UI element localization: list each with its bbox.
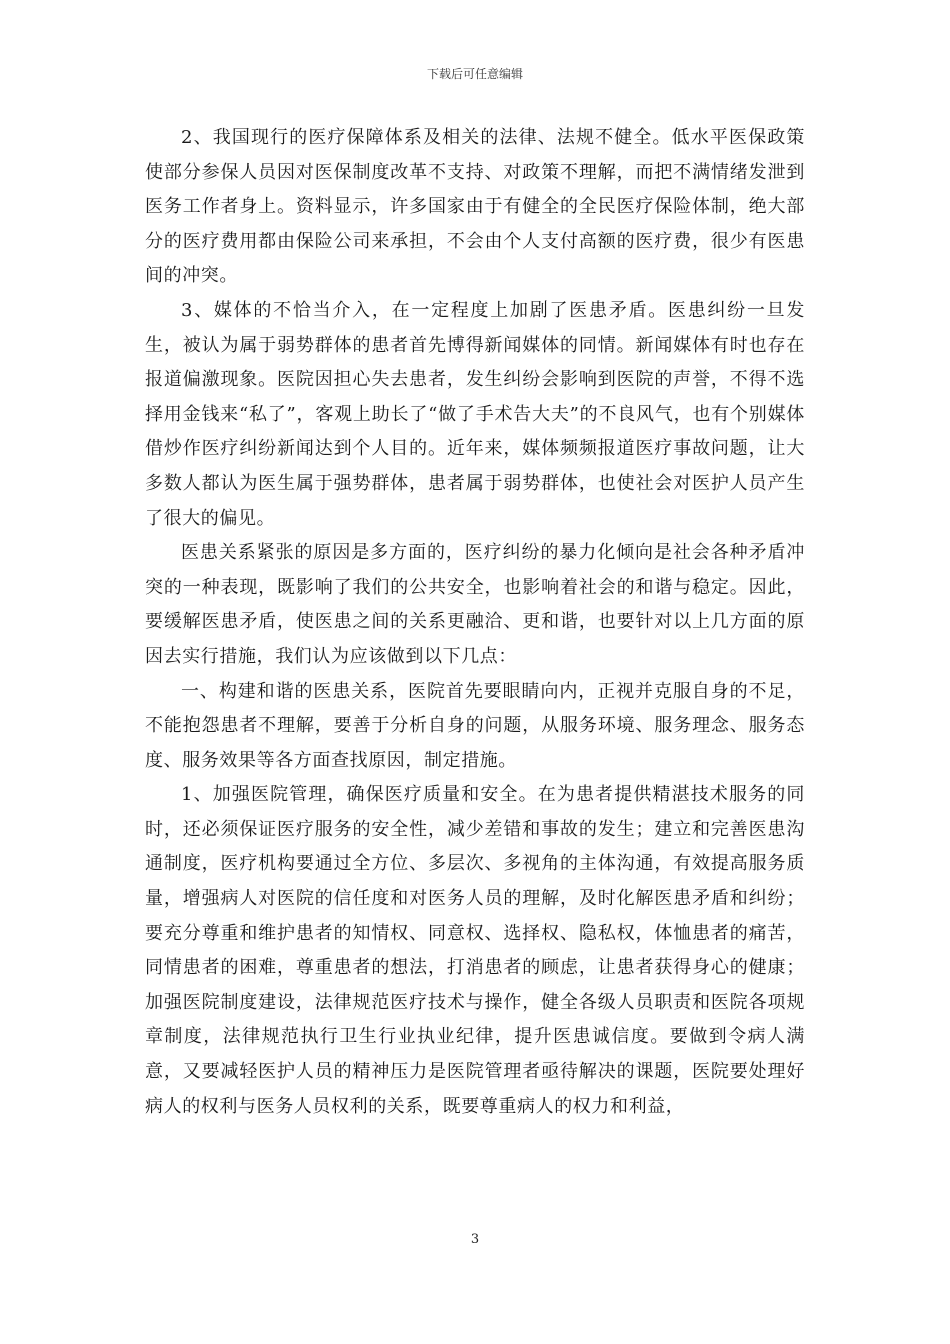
document-body (145, 121, 805, 1124)
page-number: 3 (470, 1232, 480, 1247)
paragraph-1-hospital-management: 1、加强医院管理，确保医疗质量和安全。在为患者提供精湛技术服务的同时，还必须保证医疗服务的安全性，减少差错和事故的发生；建立和完善医患沟通制度，医疗机构要通过全方位、多层次、多视角的主体沟通，有效提高服务质量，增强病人对医院的信任度和对医务人员的理解，及时化解医患矛盾和纠纷；要充分尊重和维护患者的知情权、同意权、选择权、隐私权，体恤患者的痛苦，同情患者的困难，尊重患者的想法，打消患者的顾虑，让患者获得身心的健康；加强医院制度建设，法律规范医疗技术与操作，健全各级人员职责和医院各项规章制度，法律规范执行卫生行业执业纪律，提升医患诚信度。要做到令病人满意，又要减轻医护人员的精神压力是医院管理者亟待解决的课题，医院要处理好病人的权利与医务人员权利的关系，既要尊重病人的权力和利益， (145, 784, 805, 1117)
paragraph-3-media-intervention: 3、媒体的不恰当介入，在一定程度上加剧了医患矛盾。医患纠纷一旦发生，被认为属于弱势群体的患者首先博得新闻媒体的同情。新闻媒体有时也存在报道偏激现象。医院因担心失去患者，发生纠纷会影响到医院的声誉，不得不选择用金钱来“私了”，客观上助长了“做了手术告大夫”的不良风气，也有个别媒体借炒作医疗纠纷新闻达到个人目的。近年来，媒体频频报道医疗事故问题，让大多数人都认为医生属于强势群体，患者属于弱势群体，也使社会对医护人员产生了很大的偏见。 (145, 299, 805, 529)
paragraph-2-healthcare-system: 2、我国现行的医疗保障体系及相关的法律、法规不健全。低水平医保政策使部分参保人员因对医保制度改革不支持、对政策不理解，而把不满情绪发泄到医务工作者身上。资料显示，许多国家由于有健全的全民医疗保险体制，绝大部分的医疗费用都由保险公司来承担，不会由个人支付高额的医疗费，很少有医患间的冲突。 (145, 127, 805, 287)
paragraph-section-one-heading: 一、构建和谐的医患关系，医院首先要眼睛向内，正视并克服自身的不足，不能抱怨患者不理解，要善于分析自身的问题，从服务环境、服务理念、服务态度、服务效果等各方面查找原因，制定措施。 (145, 680, 805, 771)
paragraph-causes-summary: 医患关系紧张的原因是多方面的，医疗纠纷的暴力化倾向是社会各种矛盾冲突的一种表现，既影响了我们的公共安全，也影响着社会的和谐与稳定。因此，要缓解医患矛盾，使医患之间的关系更融洽、更和谐，也要针对以上几方面的原因去实行措施，我们认为应该做到以下几点： (145, 542, 805, 667)
page-header: 下载后可任意编辑 (426, 67, 523, 81)
